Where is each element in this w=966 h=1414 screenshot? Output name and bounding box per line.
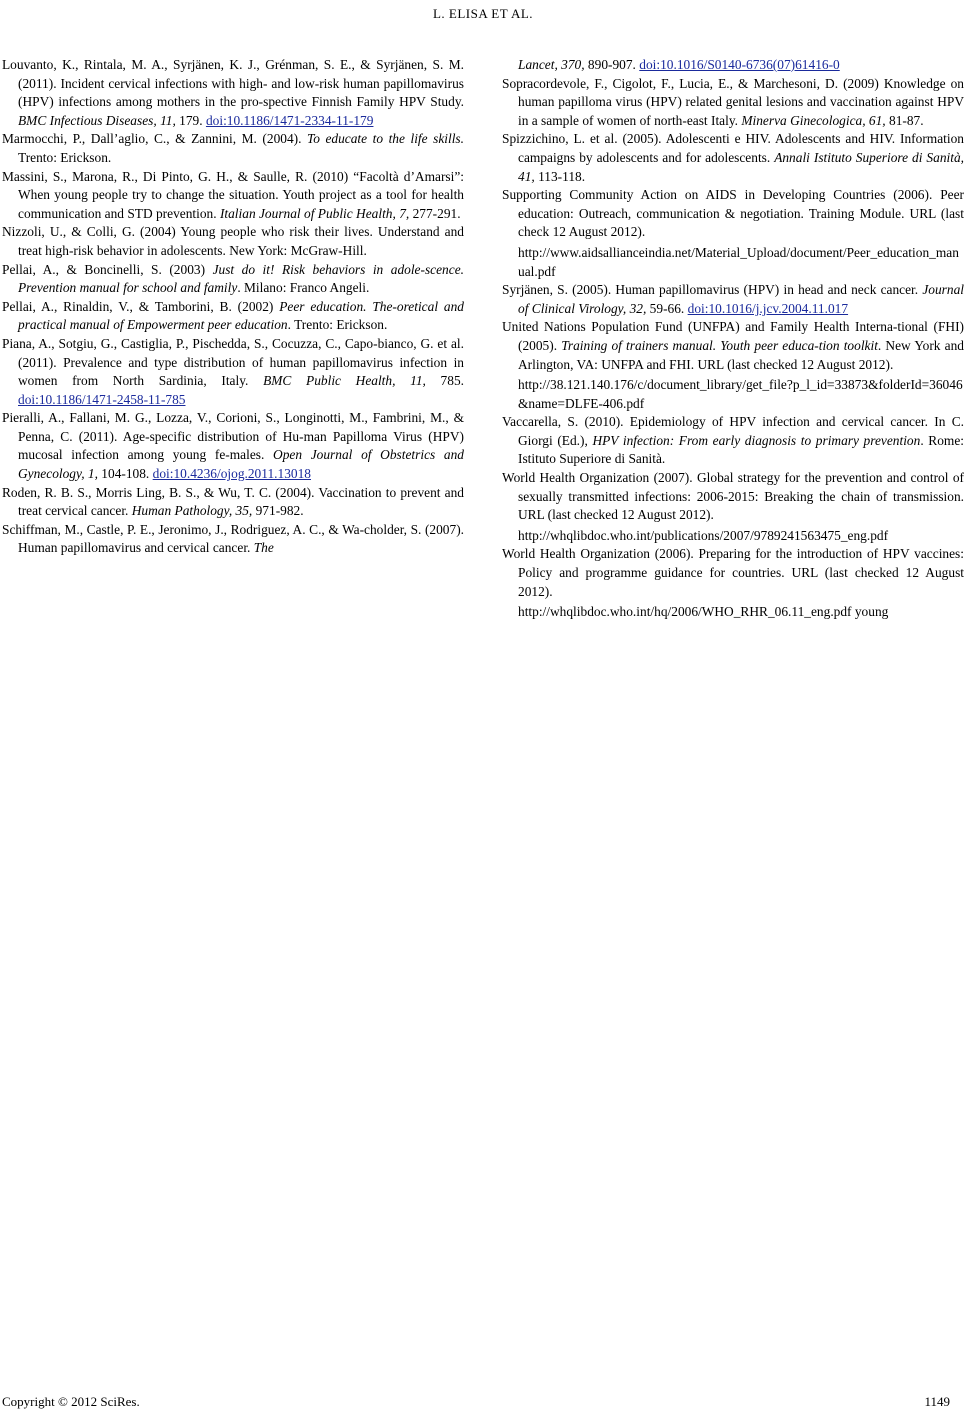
url-link[interactable]: http://whqlibdoc.who.int/publications/2007/9789241563475_eng.pdf: [518, 527, 889, 543]
italic-text: Annali Istituto Superiore di Sanità, 41,: [518, 149, 964, 184]
reference-text: Marmocchi, P., Dall’aglio, C., & Zannini, M. (2004).: [2, 131, 307, 147]
reference-text: Trento: Erickson.: [18, 149, 112, 165]
reference-text: Roden, R. B. S., Morris Ling, B. S., & Wu, T. C. (2004). Vaccination to prevent and treat cervical cancer.: [2, 484, 464, 519]
reference-entry: [2, 298, 464, 335]
reference-entry: [502, 318, 964, 413]
reference-text: Schiffman, M., Castle, P. E., Jeronimo, J., Rodriguez, A. C., & Wa-cholder, S. (2007). Human papillomavirus and cervical cancer.: [2, 521, 464, 556]
copyright-notice: Copyright © 2012 SciRes.: [2, 1394, 140, 1409]
url-link[interactable]: http://whqlibdoc.who.int/hq/2006/WHO_RHR_06.11_eng.pdf young: [518, 604, 889, 620]
doi-link[interactable]: doi:10.1186/1471-2334-11-179: [205, 112, 374, 128]
url-link[interactable]: http://38.121.140.176/c/document_library/get_file?p_l_id=33873&folderId=36046&name=DLFE-406.pdf: [518, 377, 963, 411]
doi-link[interactable]: doi:10.1186/1471-2458-11-785: [18, 391, 186, 407]
italic-text: Journal of Clinical Virology, 32,: [518, 282, 964, 316]
reference-entry: [2, 56, 464, 130]
italic-text: Training of trainers manual. Youth peer educa-tion toolkit: [561, 337, 878, 353]
references-left-column: [2, 56, 464, 558]
reference-text: . Milano: Franco Angeli.: [237, 280, 370, 296]
reference-text: Piana, A., Sotgiu, G., Castiglia, P., Pischedda, S., Cocuzza, C., Capo-bianco, G. et al. (2011). Prevalence and type distribution of human papillomavirus infection in women from North Sardinia, Italy.: [2, 335, 464, 389]
italic-text: Lancet, 370,: [518, 57, 585, 72]
reference-text: Spizzichino, L. et al. (2005). Adolescenti e HIV. Adolescents and HIV. Information campaigns by adolescents and for adolescents.: [502, 131, 964, 165]
reference-entry: [2, 335, 464, 409]
reference-text: Pellai, A., Rinaldin, V., & Tamborini, B. (2002): [2, 298, 280, 314]
reference-text: . Rome: Istituto Superiore di Sanità.: [518, 432, 964, 467]
italic-text: Open Journal of Obstetrics and Gynecology, 1,: [18, 447, 464, 482]
reference-text: Supporting Community Action on AIDS in Developing Countries (2006). Peer education: Outreach, communication & negotiation. Training Module. URL (last check 12 August 2012).: [502, 187, 964, 240]
references-right-column: [502, 56, 964, 622]
reference-entry: [2, 484, 464, 521]
reference-entry: [502, 469, 964, 545]
reference-entry: [502, 413, 964, 469]
reference-entry: [502, 75, 964, 131]
italic-text: BMC Infectious Diseases, 11,: [18, 112, 176, 128]
reference-text: . Trento: Erickson.: [287, 317, 388, 333]
doi-link[interactable]: doi:10.1016/j.jcv.2004.11.017: [687, 300, 849, 316]
reference-text: 890-907.: [584, 57, 640, 72]
page-number: 1149: [924, 1394, 950, 1409]
reference-entry: [2, 130, 464, 167]
reference-entry: [2, 521, 464, 558]
reference-text: Syrjänen, S. (2005). Human papillomavirus (HPV) in head and neck cancer.: [502, 282, 923, 298]
reference-text: United Nations Population Fund (UNFPA) and Family Health Interna-tional (FHI) (2005).: [502, 319, 964, 353]
reference-text: . New York and Arlington, VA: UNFPA and FHI. URL (last checked 12 August 2012).: [518, 337, 964, 372]
reference-text: Massini, S., Marona, R., Di Pinto, G. H., & Saulle, R. (2010) “Facoltà d’Amarsi”: When young people try to change the situation. Youth project as a tool for health communication and STD prevention.: [2, 168, 464, 221]
url-link[interactable]: http://www.aidsallianceindia.net/Material_Upload/document/Peer_education_manual.pdf: [518, 244, 959, 279]
reference-text: Nizzoli, U., & Colli, G. (2004) Young people who risk their lives. Understand and treat high-risk behavior in adolescents. New York: McGraw-Hill.: [2, 224, 464, 258]
italic-text: Italian Journal of Public Health, 7,: [219, 205, 410, 221]
italic-text: The: [253, 540, 274, 556]
doi-link[interactable]: doi:10.4236/ojog.2011.13018: [152, 466, 311, 482]
italic-text: Minerva Ginecologica, 61,: [741, 112, 886, 128]
reference-text: Vaccarella, S. (2010). Epidemiology of HPV infection and cervical cancer. In C. Giorgi (Ed.),: [502, 414, 964, 448]
reference-text: World Health Organization (2007). Global strategy for the prevention and control of sexually transmitted infections: 2006-2015: Breaking the chain of transmission. URL (last checked 12 August 2012).: [502, 470, 964, 523]
reference-entry: [502, 186, 964, 281]
reference-text: 971-982.: [252, 503, 304, 519]
italic-text: BMC Public Health, 11,: [263, 373, 426, 389]
reference-text: Pellai, A., & Boncinelli, S. (2003): [2, 261, 213, 277]
doi-link[interactable]: doi:10.1016/S0140-6736(07)61416-0: [639, 57, 840, 72]
running-header: L. ELISA ET AL.: [432, 6, 534, 21]
reference-text: Sopracordevole, F., Cigolot, F., Lucia, E., & Marchesoni, D. (2009) Knowledge on human papilloma virus (HPV) related genital lesions and vaccination against HPV in a sample of women of north-east Italy.: [502, 75, 964, 128]
reference-text: 113-118.: [534, 168, 586, 184]
reference-entry: [502, 545, 964, 621]
reference-text: 59-66.: [646, 300, 688, 316]
italic-text: HPV infection: From early diagnosis to primary prevention: [592, 432, 921, 448]
reference-entry: [502, 281, 964, 318]
reference-text: Louvanto, K., Rintala, M. A., Syrjänen, K. J., Grénman, S. E., & Syrjänen, S. M. (2011). Incident cervical infections with high- and low-risk human papillomavirus (HPV) infections among mothers in the pro-spective Finnish Family HPV Study.: [2, 57, 464, 110]
reference-entry: [2, 409, 464, 483]
reference-text: 785.: [425, 373, 464, 389]
italic-text: To educate to the life skills.: [307, 131, 464, 147]
reference-text: World Health Organization (2006). Preparing for the introduction of HPV vaccines: Policy and programme guidance for countries. URL (last checked 12 August 2012).: [502, 546, 964, 599]
reference-text: 277-291.: [409, 205, 461, 221]
reference-entry: [2, 168, 464, 224]
reference-entry: [502, 130, 964, 186]
reference-text: 104-108.: [97, 466, 153, 482]
italic-text: Peer education. The-oretical and practical manual of Empowerment peer education: [18, 298, 464, 333]
reference-entry: [2, 223, 464, 260]
italic-text: Just do it! Risk behaviors in adole-scence. Prevention manual for school and family: [18, 261, 464, 296]
reference-text: Pieralli, A., Fallani, M. G., Lozza, V., Corioni, S., Longinotti, M., Fambrini, M., & Penna, C. (2011). Age-specific distribution of Hu-man Papilloma Virus (HPV) mucosal infection among young fe-males.: [2, 410, 464, 463]
reference-entry: [2, 261, 464, 298]
reference-text: 179.: [175, 112, 206, 128]
reference-entry: [502, 56, 964, 75]
reference-text: 81-87.: [885, 112, 924, 128]
italic-text: Human Pathology, 35,: [131, 503, 253, 519]
